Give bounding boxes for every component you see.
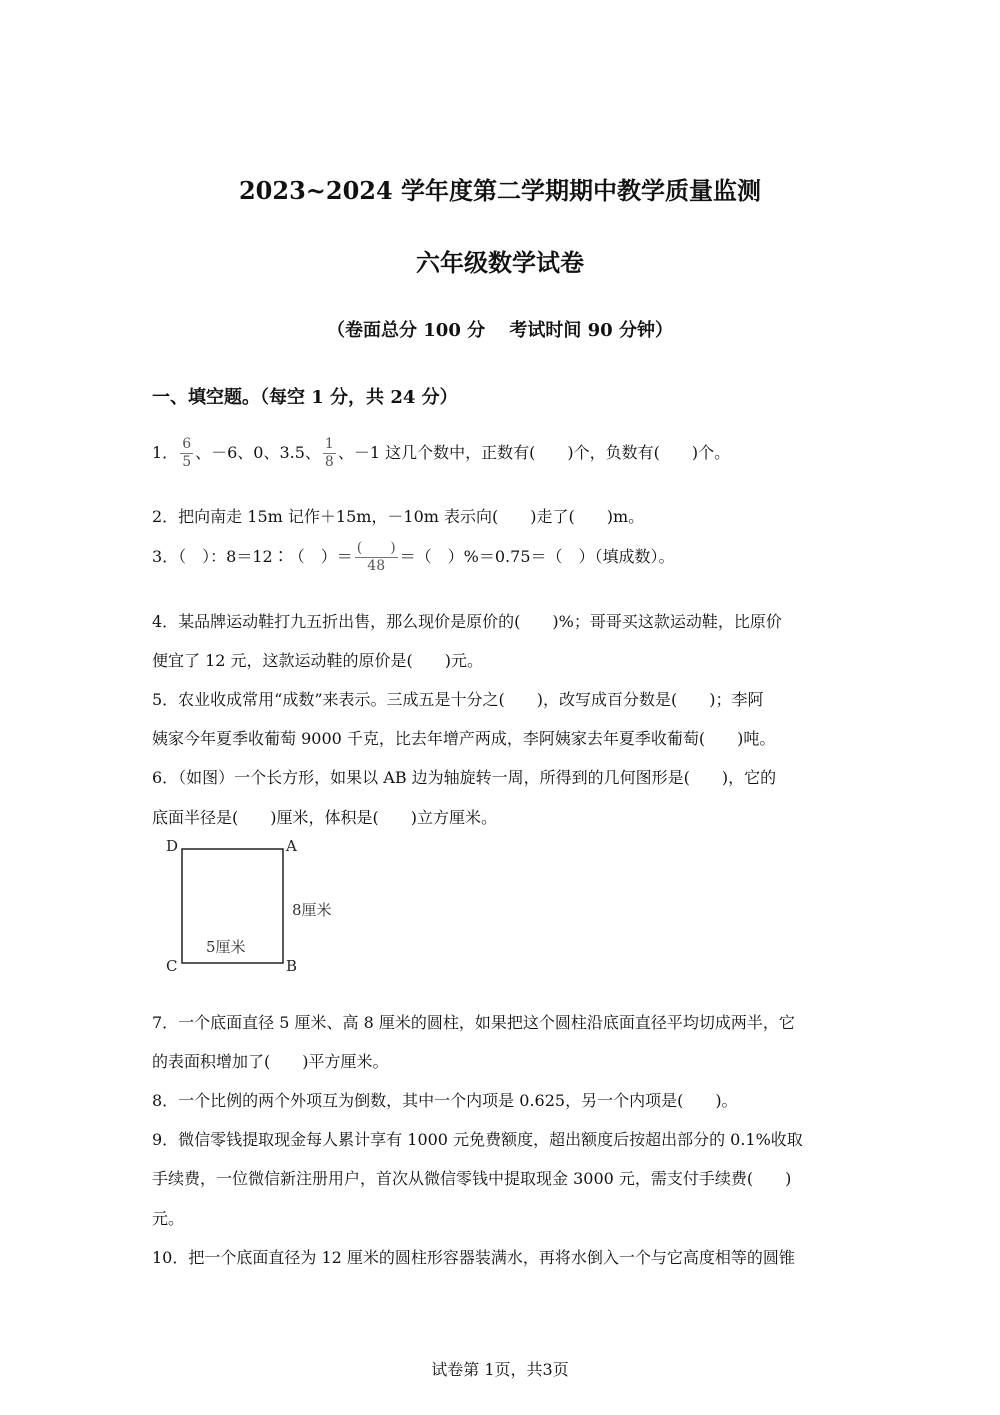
exam-title: 2023~2024 学年度第二学期期中教学质量监测 bbox=[238, 176, 762, 205]
side-length-label: 8厘米 bbox=[292, 901, 332, 919]
fraction-one-eighth bbox=[323, 436, 336, 471]
fraction-numerator: 1 bbox=[324, 436, 334, 452]
question-1-rest: 、－1 这几个数中，正数有( )个，负数有( )个。 bbox=[337, 443, 731, 462]
question-6-line-1: 6．（如图）一个长方形，如果以 AB 边为轴旋转一周，所得到的几何图形是( )，它的 bbox=[152, 768, 777, 787]
question-9-line-2: 手续费，一位微信新注册用户，首次从微信零钱中提取现金 3000 元，需支付手续费( ) bbox=[152, 1169, 792, 1188]
question-3-prefix: 3．（ ）：8＝12∶（ ）＝ bbox=[152, 547, 353, 566]
question-1 bbox=[152, 436, 730, 471]
fraction-numerator: ( ) bbox=[356, 540, 396, 556]
fraction-numerator: 6 bbox=[182, 436, 192, 452]
label-a: A bbox=[286, 837, 297, 855]
question-3 bbox=[152, 540, 675, 575]
exam-info: （卷面总分 100 分 考试时间 90 分钟） bbox=[327, 320, 673, 341]
question-8: 8．一个比例的两个外项互为倒数，其中一个内项是 0.625，另一个内项是( )。 bbox=[152, 1091, 738, 1110]
fraction-six-fifths bbox=[180, 436, 193, 471]
page-footer: 试卷第 1页，共3页 bbox=[431, 1360, 569, 1379]
fraction-denominator: 48 bbox=[367, 558, 386, 574]
question-5-line-1: 5．农业收成常用“成数”来表示。三成五是十分之( )，改写成百分数是( )；李阿 bbox=[152, 690, 764, 709]
fraction-denominator: 8 bbox=[324, 454, 334, 470]
label-c: C bbox=[166, 957, 178, 975]
question-9-line-3: 元。 bbox=[152, 1209, 185, 1228]
question-7-line-2: 的表面积增加了( )平方厘米。 bbox=[152, 1052, 389, 1071]
rectangle-figure bbox=[160, 835, 360, 980]
label-d: D bbox=[166, 837, 179, 855]
question-2: 2．把向南走 15m 记作＋15m，－10m 表示向( )走了( )m。 bbox=[152, 507, 645, 526]
question-5-line-2: 姨家今年夏季收葡萄 9000 千克，比去年增产两成，李阿姨家去年夏季收葡萄( )吨。 bbox=[152, 729, 776, 748]
question-4-line-1: 4．某品牌运动鞋打九五折出售，那么现价是原价的( )%；哥哥买这款运动鞋，比原价 bbox=[152, 612, 782, 631]
label-b: B bbox=[286, 957, 298, 975]
fraction-denominator: 5 bbox=[182, 454, 192, 470]
question-4-line-2: 便宜了 12 元，这款运动鞋的原价是( )元。 bbox=[152, 651, 484, 670]
fraction-blank-over-48 bbox=[355, 540, 398, 575]
question-6-line-2: 底面半径是( )厘米，体积是( )立方厘米。 bbox=[152, 808, 497, 827]
question-1-prefix: 1． bbox=[152, 443, 179, 462]
question-3-rest: ＝（ ）%＝0.75＝（ ）（填成数）。 bbox=[399, 547, 675, 566]
question-9-line-1: 9．微信零钱提取现金每人累计享有 1000 元免费额度，超出额度后按超出部分的 0.1%收取 bbox=[152, 1130, 803, 1149]
question-1-mid: 、－6、0、3.5、 bbox=[195, 443, 321, 462]
question-7-line-1: 7．一个底面直径 5 厘米、高 8 厘米的圆柱，如果把这个圆柱沿底面直径平均切成两半，它 bbox=[152, 1013, 795, 1032]
question-10: 10．把一个底面直径为 12 厘米的圆柱形容器装满水，再将水倒入一个与它高度相等的圆锥 bbox=[152, 1248, 795, 1267]
exam-subtitle: 六年级数学试卷 bbox=[416, 248, 584, 277]
bottom-length-label: 5厘米 bbox=[206, 938, 246, 956]
section-heading: 一、填空题。（每空 1 分，共 24 分） bbox=[152, 387, 458, 408]
